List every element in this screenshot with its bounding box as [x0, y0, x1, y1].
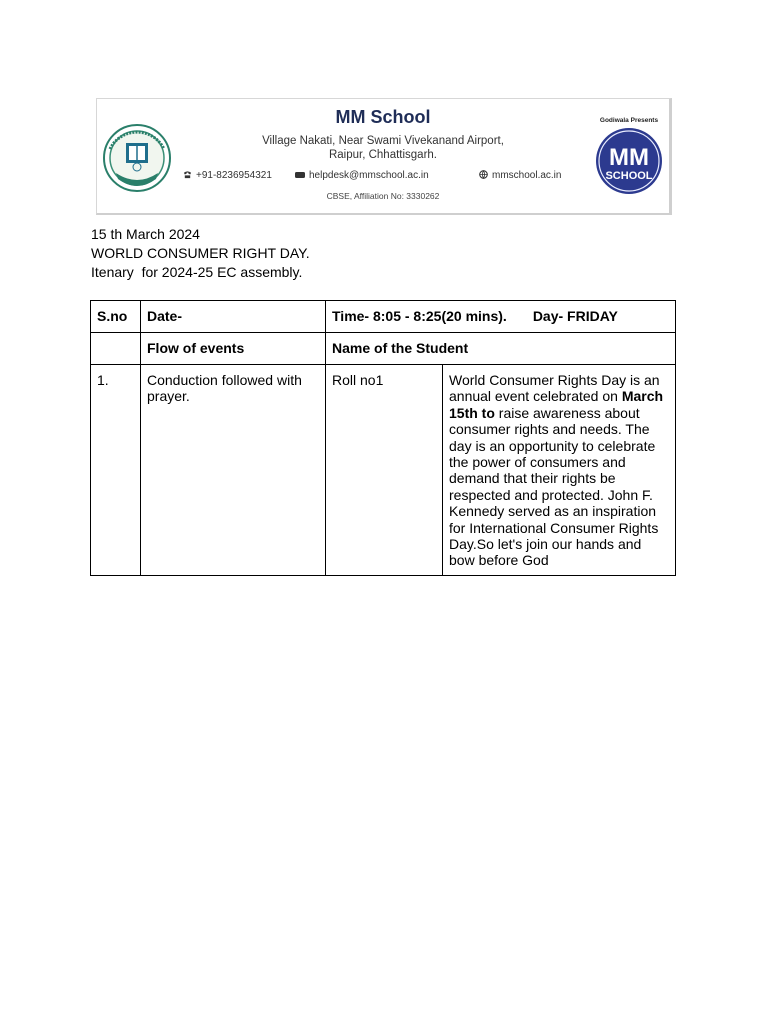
school-address	[97, 134, 669, 162]
address-line-2: Raipur, Chhattisgarh.	[328, 149, 438, 161]
event-date: 15 th March 2024	[91, 226, 200, 242]
table-subheader-row	[91, 333, 676, 365]
desc-text-end: raise awareness about consumer rights and needs. The day is an opportunity to celebrate the power of consumers and demand that their rights be respected and protected. John F. Kennedy served as an inspiration for International Consumer Rights Day.So let's join our hands and bow before God	[449, 404, 659, 569]
affiliation-text: CBSE, Affiliation No: 3330262	[326, 191, 440, 201]
desc-text-bold: March 15th to	[449, 388, 664, 421]
table-row	[91, 365, 676, 576]
intro-block	[91, 225, 310, 282]
presents-caption: Godiwala Presents	[599, 117, 659, 124]
email-address: helpdesk@mmschool.ac.in	[309, 170, 429, 181]
contact-row	[183, 170, 583, 184]
table-header-row	[91, 301, 676, 333]
empty-cell	[91, 333, 141, 365]
globe-icon	[479, 170, 488, 179]
row-event: Conduction followed with prayer.	[141, 365, 326, 576]
time-header: Time- 8:05 - 8:25(20 mins).	[332, 308, 507, 325]
desc-text-start: World Consumer Rights Day is an annual event celebrated on	[449, 372, 660, 405]
time-day-header	[326, 301, 676, 333]
mm-school-logo	[591, 125, 667, 195]
mail-icon	[295, 171, 305, 179]
row-sno: 1.	[91, 365, 141, 576]
letterhead-banner	[96, 98, 672, 215]
address-line-1: Village Nakati, Near Swami Vivekanand Airport,	[262, 135, 504, 147]
website-contact	[479, 170, 561, 181]
school-logo-text: SCHOOL	[605, 170, 653, 182]
row-description	[443, 365, 676, 576]
flow-header: Flow of events	[141, 333, 326, 365]
school-name: MM School	[335, 107, 431, 127]
day-header: Day- FRIDAY	[532, 308, 618, 325]
phone-contact	[183, 170, 272, 181]
phone-number: +91-8236954321	[196, 170, 272, 181]
mm-logo-text: MM	[609, 144, 649, 171]
phone-icon	[183, 170, 192, 179]
itinerary-table	[90, 300, 676, 576]
website-address: mmschool.ac.in	[492, 170, 562, 181]
sno-header: S.no	[91, 301, 141, 333]
email-contact	[295, 170, 429, 181]
event-title: WORLD CONSUMER RIGHT DAY.	[91, 245, 310, 261]
date-header: Date-	[141, 301, 326, 333]
itinerary-line: Itenary for 2024-25 EC assembly.	[91, 264, 303, 280]
row-student: Roll no1	[326, 365, 443, 576]
student-header: Name of the Student	[326, 333, 676, 365]
